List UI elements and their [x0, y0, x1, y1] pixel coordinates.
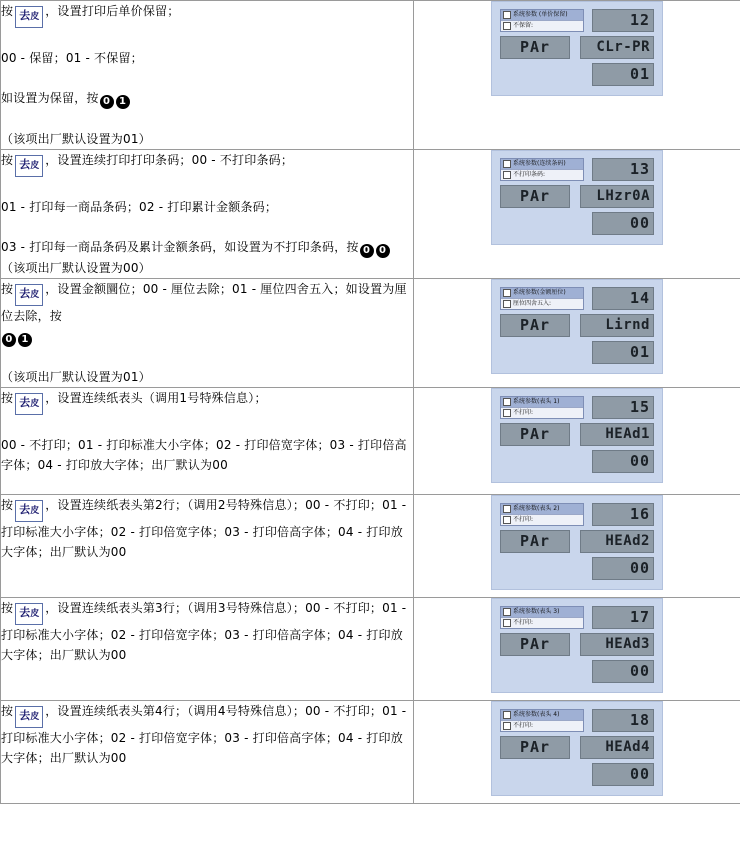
checkbox-icon: [503, 289, 511, 297]
checkbox-icon: [503, 722, 511, 730]
panel-cell: [414, 701, 740, 804]
panel-annotation-title-row: [501, 710, 583, 721]
description-block: [1, 495, 413, 562]
description-cell: [1, 279, 414, 388]
description-text: ，设置金额圜位；00 - 厘位去除；01 - 厘位四舍五入；如设置为厘位去除，按: [1, 282, 407, 323]
numeric-key-0: 0: [376, 244, 390, 258]
lcd-right-display: HEAd2: [580, 530, 654, 553]
lcd-bottom-display: 01: [592, 63, 654, 86]
panel-middle-row: [500, 633, 654, 656]
panel-annotation-sub-row: [501, 299, 583, 309]
panel-annotation-box: [500, 503, 584, 526]
lcd-top-display: 14: [592, 287, 654, 310]
lcd-top-display: 15: [592, 396, 654, 419]
panel-annotation-title: 系统参数 (单价保留): [513, 11, 568, 18]
panel-middle-row: [500, 530, 654, 553]
description-cell: [1, 495, 414, 598]
tare-key-icon: 去皮: [15, 706, 43, 728]
lcd-top-display: 13: [592, 158, 654, 181]
scale-display-panel: [491, 279, 663, 374]
table-body: [1, 1, 740, 804]
panel-top-row: [500, 709, 654, 732]
checkbox-icon: [503, 160, 511, 168]
panel-annotation-title: 系统参数(表头 1): [513, 398, 560, 405]
description-cell: [1, 388, 414, 495]
panel-annotation-sub: 不打印:: [513, 409, 534, 416]
panel-annotation-box: [500, 287, 584, 310]
lcd-left-display: PAr: [500, 530, 570, 553]
description-cell: [1, 1, 414, 150]
panel-annotation-title: 系统参数(金额厘位): [513, 289, 566, 296]
panel-middle-row: [500, 185, 654, 208]
checkbox-icon: [503, 516, 511, 524]
description-text: ，设置打印后单价保留；: [45, 4, 180, 18]
description-block: [1, 701, 413, 768]
description-text: 如设置为保留，按: [1, 91, 99, 105]
description-text: ，设置连续打印打印条码；00 - 不打印条码；: [45, 153, 294, 167]
panel-annotation-sub: 不打印:: [513, 516, 534, 523]
panel-annotation-title: 系统参数(表头 4): [513, 711, 560, 718]
lcd-left-display: PAr: [500, 423, 570, 446]
lcd-bottom-display: 00: [592, 212, 654, 235]
description-text: ，设置连续纸表头第3行；（调用3号特殊信息）；00 - 不打印；01 - 打印标准大小字体；02 - 打印倍宽字体；03 - 打印倍高字体；04 - 打印放大字体；出厂默认为00: [1, 601, 407, 662]
panel-annotation-sub-row: [501, 721, 583, 731]
panel-cell: [414, 150, 740, 279]
tare-key-icon: 去皮: [15, 155, 43, 177]
tare-key-icon: 去皮: [15, 603, 43, 625]
description-block: [1, 150, 413, 278]
panel-bottom-row: [500, 450, 654, 473]
description-text: ，设置连续纸表头第2行；（调用2号特殊信息）；00 - 不打印；01 - 打印标准大小字体；02 - 打印倍宽字体；03 - 打印倍高字体；04 - 打印放大字体；出厂默认为00: [1, 498, 407, 559]
checkbox-icon: [503, 11, 511, 19]
checkbox-icon: [503, 398, 511, 406]
panel-annotation-box: [500, 709, 584, 732]
panel-middle-row: [500, 36, 654, 59]
panel-annotation-title-row: [501, 504, 583, 515]
panel-annotation-sub: 厘位四舍五入:: [513, 300, 552, 307]
panel-annotation-sub-row: [501, 21, 583, 31]
description-text: ，设置连续纸表头（调用1号特殊信息）；: [45, 391, 267, 405]
panel-annotation-box: [500, 396, 584, 419]
lcd-bottom-display: 00: [592, 557, 654, 580]
lcd-left-display: PAr: [500, 314, 570, 337]
tare-key-icon: 去皮: [15, 284, 43, 306]
description-text: （该项出厂默认设置为01）: [1, 370, 151, 384]
lcd-left-display: PAr: [500, 736, 570, 759]
panel-top-row: [500, 396, 654, 419]
description-text: 按: [1, 153, 14, 167]
scale-display-panel: [491, 495, 663, 590]
description-text: 按: [1, 282, 14, 296]
lcd-right-display: HEAd4: [580, 736, 654, 759]
panel-annotation-title-row: [501, 288, 583, 299]
description-text: 按: [1, 704, 14, 718]
lcd-right-display: CLr-PR: [580, 36, 654, 59]
panel-bottom-row: [500, 341, 654, 364]
checkbox-icon: [503, 409, 511, 417]
panel-annotation-sub-row: [501, 618, 583, 628]
description-block: [1, 598, 413, 665]
numeric-key-0: 0: [100, 95, 114, 109]
panel-annotation-title: 系统参数(表头 3): [513, 608, 560, 615]
lcd-bottom-display: 00: [592, 660, 654, 683]
table-row: [1, 1, 740, 150]
table-row: [1, 388, 740, 495]
panel-cell: [414, 279, 740, 388]
panel-annotation-title: 系统参数(连续条码): [513, 160, 566, 167]
panel-annotation-title: 系统参数(表头 2): [513, 505, 560, 512]
description-cell: [1, 598, 414, 701]
tare-key-icon: 去皮: [15, 500, 43, 522]
lcd-right-display: Lirnd: [580, 314, 654, 337]
panel-top-row: [500, 503, 654, 526]
table-row: [1, 598, 740, 701]
checkbox-icon: [503, 505, 511, 513]
panel-annotation-sub: 不打印条码:: [513, 171, 546, 178]
numeric-key-1: 1: [18, 333, 32, 347]
panel-middle-row: [500, 736, 654, 759]
checkbox-icon: [503, 608, 511, 616]
table-row: [1, 150, 740, 279]
lcd-top-display: 16: [592, 503, 654, 526]
panel-bottom-row: [500, 557, 654, 580]
description-text: 按: [1, 601, 14, 615]
description-text: （该项出厂默认设置为01）: [1, 132, 151, 146]
panel-top-row: [500, 287, 654, 310]
lcd-right-display: HEAd3: [580, 633, 654, 656]
panel-middle-row: [500, 423, 654, 446]
panel-annotation-sub-row: [501, 515, 583, 525]
panel-annotation-box: [500, 606, 584, 629]
description-text: 00 - 保留；01 - 不保留；: [1, 51, 143, 65]
lcd-top-display: 12: [592, 9, 654, 32]
lcd-right-display: LHzr0A: [580, 185, 654, 208]
description-text: 03 - 打印每一商品条码及累计金额条码，如设置为不打印条码，按: [1, 240, 359, 254]
lcd-left-display: PAr: [500, 36, 570, 59]
numeric-key-0: 0: [2, 333, 16, 347]
panel-annotation-sub: 不打印:: [513, 619, 534, 626]
panel-annotation-box: [500, 158, 584, 181]
panel-cell: [414, 598, 740, 701]
lcd-bottom-display: 00: [592, 763, 654, 786]
panel-annotation-sub-row: [501, 408, 583, 418]
panel-annotation-sub-row: [501, 170, 583, 180]
tare-key-icon: 去皮: [15, 6, 43, 28]
panel-annotation-sub: 不打印:: [513, 722, 534, 729]
lcd-left-display: PAr: [500, 633, 570, 656]
description-block: [1, 279, 413, 387]
scale-display-panel: [491, 388, 663, 483]
table-row: [1, 701, 740, 804]
checkbox-icon: [503, 711, 511, 719]
description-text: ，设置连续纸表头第4行；（调用4号特殊信息）；00 - 不打印；01 - 打印标准大小字体；02 - 打印倍宽字体；03 - 打印倍高字体；04 - 打印放大字体；出厂默认为00: [1, 704, 407, 765]
description-text: 按: [1, 498, 14, 512]
panel-top-row: [500, 158, 654, 181]
description-cell: [1, 701, 414, 804]
description-block: [1, 1, 413, 149]
panel-bottom-row: [500, 63, 654, 86]
lcd-left-display: PAr: [500, 185, 570, 208]
panel-annotation-sub: 不保留:: [513, 22, 534, 29]
numeric-key-1: 1: [116, 95, 130, 109]
panel-annotation-title-row: [501, 397, 583, 408]
description-text: 按: [1, 391, 14, 405]
description-text: 00 - 不打印；01 - 打印标准大小字体；02 - 打印倍宽字体；03 - 打印倍高字体；04 - 打印放大字体；出厂默认为00: [1, 438, 407, 472]
checkbox-icon: [503, 171, 511, 179]
panel-annotation-title-row: [501, 607, 583, 618]
scale-display-panel: [491, 598, 663, 693]
panel-bottom-row: [500, 212, 654, 235]
panel-cell: [414, 1, 740, 150]
description-text: （该项出厂默认设置为00）: [1, 261, 151, 275]
panel-annotation-title-row: [501, 10, 583, 21]
panel-top-row: [500, 9, 654, 32]
checkbox-icon: [503, 300, 511, 308]
scale-display-panel: [491, 701, 663, 796]
description-cell: [1, 150, 414, 279]
panel-annotation-title-row: [501, 159, 583, 170]
lcd-top-display: 17: [592, 606, 654, 629]
table-row: [1, 495, 740, 598]
scale-display-panel: [491, 150, 663, 245]
panel-cell: [414, 495, 740, 598]
checkbox-icon: [503, 22, 511, 30]
panel-middle-row: [500, 314, 654, 337]
panel-annotation-box: [500, 9, 584, 32]
panel-top-row: [500, 606, 654, 629]
description-block: [1, 388, 413, 475]
lcd-bottom-display: 00: [592, 450, 654, 473]
numeric-key-0: 0: [360, 244, 374, 258]
lcd-right-display: HEAd1: [580, 423, 654, 446]
lcd-bottom-display: 01: [592, 341, 654, 364]
table-row: [1, 279, 740, 388]
checkbox-icon: [503, 619, 511, 627]
panel-bottom-row: [500, 660, 654, 683]
description-text: 按: [1, 4, 14, 18]
lcd-top-display: 18: [592, 709, 654, 732]
description-text: 01 - 打印每一商品条码；02 - 打印累计金额条码；: [1, 200, 278, 214]
panel-cell: [414, 388, 740, 495]
panel-bottom-row: [500, 763, 654, 786]
tare-key-icon: 去皮: [15, 393, 43, 415]
scale-display-panel: [491, 1, 663, 96]
